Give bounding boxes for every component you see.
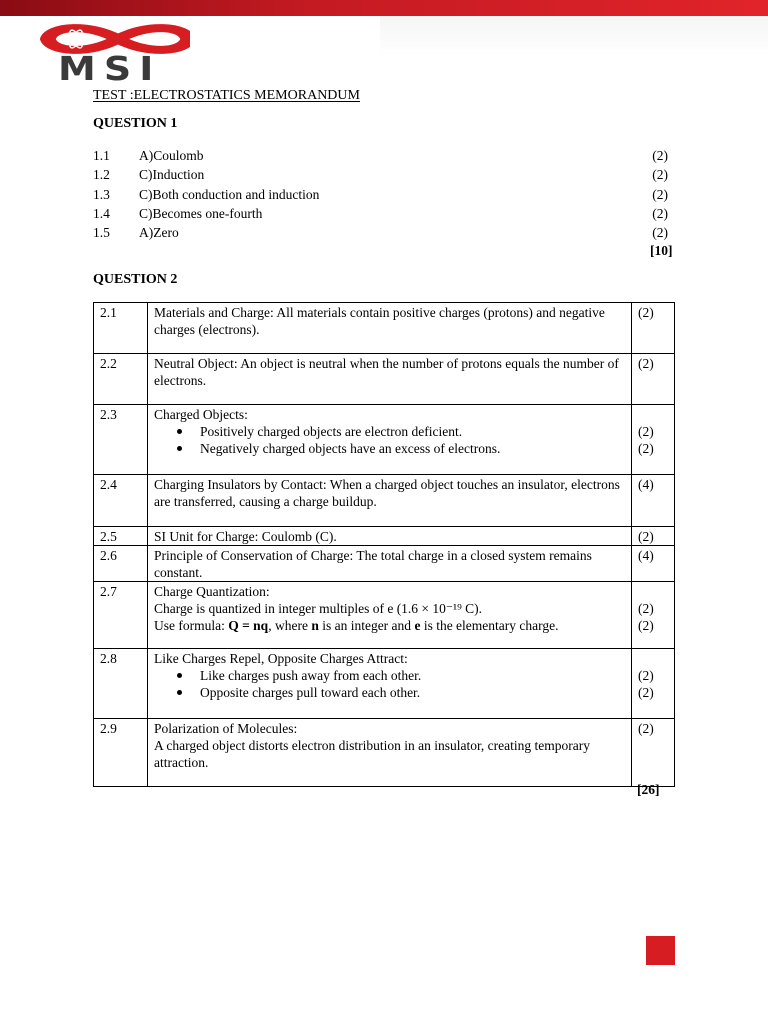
question-2-heading: QUESTION 2 <box>93 272 178 287</box>
marks: (2) <box>652 148 668 163</box>
question-number: 2.8 <box>94 649 148 719</box>
answer-heading: Charged Objects: <box>154 407 248 422</box>
marks-cell <box>632 649 675 719</box>
marks: (2) <box>632 354 675 405</box>
question-number: 2.1 <box>94 303 148 354</box>
answer-row <box>93 146 668 165</box>
marks: (4) <box>632 546 675 582</box>
marks: (2) <box>638 424 654 439</box>
answer-text: A charged object distorts electron distribution in an insulator, creating temporary attraction. <box>154 738 590 770</box>
marks: (2) <box>652 225 668 241</box>
answer-heading: Polarization of Molecules: <box>154 721 298 736</box>
formula-text: , where <box>268 618 312 633</box>
msi-logo <box>40 22 190 88</box>
answer-cell <box>148 582 632 649</box>
marks: (2) <box>652 205 668 221</box>
answer-cell <box>148 719 632 787</box>
table-row <box>94 354 675 405</box>
table-row <box>94 405 675 475</box>
answer-row <box>93 223 668 242</box>
marks: (4) <box>632 475 675 527</box>
question-number: 2.7 <box>94 582 148 649</box>
marks: (2) <box>638 441 654 456</box>
answer-row <box>93 165 668 184</box>
answer-text: Charging Insulators by Contact: When a charged object touches an insulator, electrons are transferred, causing a charge buildup. <box>148 475 632 527</box>
question-number: 2.4 <box>94 475 148 527</box>
table-row <box>94 546 675 582</box>
bullet-item: Like charges push away from each other. <box>200 667 625 684</box>
table-row <box>94 303 675 354</box>
formula-text: is the elementary charge. <box>420 618 559 633</box>
marks: (2) <box>652 186 668 202</box>
answer-text: A)Zero <box>139 225 179 241</box>
marks: (2) <box>638 618 654 633</box>
marks: (2) <box>632 303 675 354</box>
question-1-answers <box>93 146 668 242</box>
bullet-list <box>154 423 625 457</box>
answer-line: Charge is quantized in integer multiples of e (1.6 × 10⁻¹⁹ C). <box>154 601 483 616</box>
question-number: 1.2 <box>93 167 110 183</box>
question-1-total: [10] <box>650 243 673 258</box>
marks-cell <box>632 405 675 475</box>
answer-heading: Like Charges Repel, Opposite Charges Attract: <box>154 651 408 666</box>
bullet-list <box>154 667 625 701</box>
answer-text: SI Unit for Charge: Coulomb (C). <box>148 527 632 546</box>
question-1-heading: QUESTION 1 <box>93 116 178 131</box>
table-row <box>94 527 675 546</box>
marks: (2) <box>638 601 654 616</box>
answer-text: C)Becomes one-fourth <box>139 205 263 221</box>
answer-text: Neutral Object: An object is neutral when the number of protons equals the number of electrons. <box>148 354 632 405</box>
question-number: 1.3 <box>93 186 110 202</box>
answer-text: Principle of Conservation of Charge: The total charge in a closed system remains constant. <box>148 546 632 582</box>
question-number: 2.5 <box>94 527 148 546</box>
marks: (2) <box>638 668 654 683</box>
bullet-item: Negatively charged objects have an excess of electrons. <box>200 440 625 457</box>
variable-n: n <box>311 618 319 633</box>
table-row <box>94 582 675 649</box>
question-number: 2.9 <box>94 719 148 787</box>
header-background-graphic <box>380 16 768 56</box>
bullet-item: Positively charged objects are electron deficient. <box>200 423 625 440</box>
marks: (2) <box>652 167 668 183</box>
formula-text: is an integer and <box>318 618 415 633</box>
marks-cell <box>632 582 675 649</box>
formula-line <box>154 617 625 634</box>
logo-text: MSI <box>58 49 162 88</box>
question-number: 2.2 <box>94 354 148 405</box>
answer-row <box>93 204 668 223</box>
question-2-total: [26] <box>637 782 660 797</box>
question-number: 1.1 <box>93 148 110 163</box>
footer-red-square <box>646 936 675 965</box>
answer-cell <box>148 405 632 475</box>
formula: Q = nq <box>228 618 269 633</box>
answer-text: Materials and Charge: All materials contain positive charges (protons) and negative charges (electrons). <box>148 303 632 354</box>
table-row <box>94 649 675 719</box>
marks: (2) <box>632 719 675 787</box>
question-number: 2.3 <box>94 405 148 475</box>
page-title: TEST :ELECTROSTATICS MEMORANDUM <box>93 88 360 103</box>
question-number: 1.4 <box>93 205 110 221</box>
header-band <box>0 0 768 16</box>
answer-heading: Charge Quantization: <box>154 584 270 599</box>
question-number: 1.5 <box>93 225 110 241</box>
table-row <box>94 475 675 527</box>
table-row <box>94 719 675 787</box>
answer-text: A)Coulomb <box>139 148 204 163</box>
question-2-table <box>93 302 675 787</box>
marks: (2) <box>638 685 654 700</box>
marks: (2) <box>632 527 675 546</box>
answer-text: C)Both conduction and induction <box>139 186 320 202</box>
sqrt-symbol: √x <box>144 33 160 47</box>
answer-cell <box>148 649 632 719</box>
answer-text: C)Induction <box>139 167 205 183</box>
bullet-item: Opposite charges pull toward each other. <box>200 684 625 701</box>
variable-e: e <box>414 618 421 633</box>
answer-row <box>93 185 668 204</box>
question-number: 2.6 <box>94 546 148 582</box>
formula-intro: Use formula: <box>154 618 229 633</box>
